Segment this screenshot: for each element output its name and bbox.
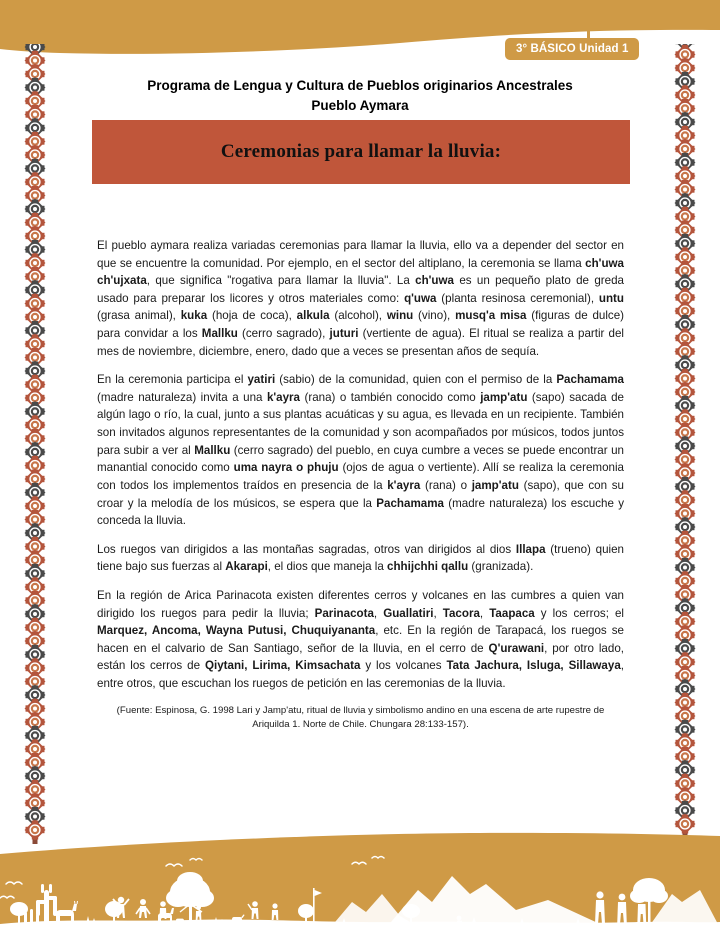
program-header [90,76,630,115]
paragraph-1: El pueblo aymara realiza variadas ceremonias para llamar la lluvia, ello va a depender del sector en que se encuentre la comunidad. Por ejemplo, en el sector del altiplano, la ceremonia se llama ch'uwa ch'ujxata, que significa "rogativa para llamar la lluvia". La ch'uwa es un pequeño plato de greda usado para preparar los licores y otros materiales como: q'uwa (planta resinosa ceremonial), untu (grasa animal), kuka (hoja de coca), alkula (alcohol), winu (vino), musq'a misa (figuras de dulce) para convidar a los Mallku (cerro sagrado), juturi (vertiente de agua). El ritual se realiza a partir del mes de noviembre, diciembre, enero, dado que a veces se presentan años de sequía. [97,239,625,358]
paragraph-2: En la ceremonia participa el yatiri (sabio) de la comunidad, quien con el permiso de la Pachamama (madre naturaleza) invita a una k'ayra (rana) o también conocido como jamp'atu (sapo) sacada de algún lago o río, la cual, junto a sus plantas acuáticas y su agua, es llevada en un recipiente. También son invitados algunos representantes de la comunidad y son acompañados por músicos, todos juntos para subir a ver al Mallku (cerro sagrado) del pueblo, en cuya cumbre a veces se puede encontrar un manantial conocido como uma nayra o phuju (ojos de agua o vertiente). Allí se realiza la ceremonia con todos los implementos traídos en presencia de la k'ayra (rana) o jamp'atu (sapo), que con su croar y la melodía de los músicos, se espera que la Pachamama (madre naturaleza) los escuche y conceda la lluvia. [97,373,624,528]
source-citation: (Fuente: Espinosa, G. 1998 Lari y Jamp'atu, ritual de lluvia y simbolismo andino en una escena de arte rupestre de Ariquilda 1. Norte de Chile. Chungara 28:133-157). [116,704,605,730]
document-body [97,237,624,731]
program-line-1: Programa de Lengua y Cultura de Pueblos originarios Ancestrales [147,78,573,93]
paragraph-3: Los ruegos van dirigidos a las montañas sagradas, otros van dirigidos al dios Illapa (trueno) quien tiene bajo sus fuerzas al Akarapi, el dios que maneja la chhijchhi qallu (granizada). [97,542,625,574]
footer-illustration-band [0,832,720,932]
paragraph-4: En la región de Arica Parinacota existen diferentes cerros y volcanes en las cumbres a quien van dirigido los ruegos para pedir la lluvia; Parinacota, Guallatiri, Tacora, Taapaca y los cerros; el Marquez, Ancoma, Wayna Putusi, Chuquiyananta, etc. En la región de Tarapacá, los ruegos se hacen en el calvario de San Santiago, señor de la lluvia, en el cerro de Q'urawani, por otro lado, están los cerros de Qiytani, Lirima, Kimsachata y los volcanes Tata Jachura, Isluga, Sillawaya, entre otros, que escuchan los ruegos de petición en las ceremonias de la lluvia. [97,588,625,691]
ornamental-border-right [672,44,698,844]
unit-badge: 3° BÁSICO Unidad 1 [505,38,639,60]
document-title-bar [92,120,630,184]
page-title: Ceremonias para llamar la lluvia: [220,141,502,162]
ornamental-border-left [22,44,48,844]
program-line-2: Pueblo Aymara [311,97,409,113]
